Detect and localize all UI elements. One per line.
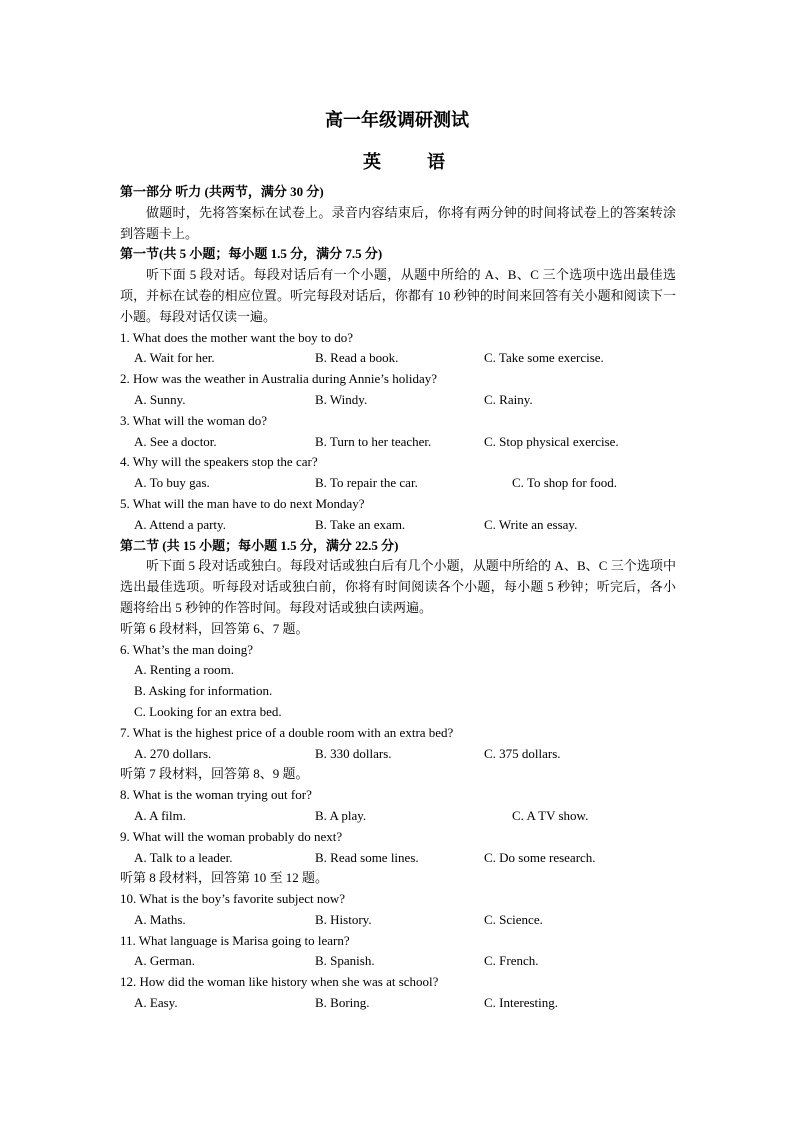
- option-1c: C. Take some exercise.: [484, 350, 604, 366]
- options-8: [120, 806, 676, 827]
- option-6a: A. Renting a room.: [134, 662, 235, 678]
- option-10a: A. Maths.: [134, 911, 186, 927]
- question-6: 6. What’s the man doing?: [120, 641, 253, 657]
- option-12b: B. Boring.: [315, 995, 370, 1011]
- question-4: 4. Why will the speakers stop the car?: [120, 454, 318, 470]
- option-2b: B. Windy.: [315, 391, 368, 407]
- option-12a: A. Easy.: [134, 995, 178, 1011]
- option-9b: B. Read some lines.: [315, 849, 419, 865]
- options-5: [120, 515, 676, 536]
- option-11b: B. Spanish.: [315, 953, 375, 969]
- question-11: 11. What language is Marisa going to learn?: [120, 932, 350, 948]
- options-4: [120, 473, 676, 494]
- option-4c: C. To shop for food.: [512, 475, 618, 491]
- exam-content: [120, 182, 676, 1014]
- material-6-instruction: 听第 6 段材料，回答第 6、7 题。: [120, 620, 309, 636]
- options-7: [120, 744, 676, 765]
- question-7: 7. What is the highest price of a double room with an extra bed?: [120, 724, 454, 740]
- option-10b: B. History.: [315, 911, 372, 927]
- option-8b: B. A play.: [315, 807, 367, 823]
- option-12c: C. Interesting.: [484, 995, 559, 1011]
- option-3b: B. Turn to her teacher.: [315, 433, 432, 449]
- option-3c: C. Stop physical exercise.: [484, 433, 619, 449]
- option-2a: A. Sunny.: [134, 391, 186, 407]
- option-6c: C. Looking for an extra bed.: [134, 703, 282, 719]
- option-7b: B. 330 dollars.: [315, 745, 392, 761]
- options-3: [120, 432, 676, 453]
- option-2c: C. Rainy.: [484, 391, 533, 407]
- options-9: [120, 848, 676, 869]
- options-11: [120, 951, 676, 972]
- option-4a: A. To buy gas.: [134, 475, 210, 491]
- option-1b: B. Read a book.: [315, 350, 399, 366]
- option-9a: A. Talk to a leader.: [134, 849, 233, 865]
- option-1a: A. Wait for her.: [134, 350, 215, 366]
- section1-intro: 听下面 5 段对话。每段对话后有一个小题，从题中所给的 A、B、C 三个选项中选出最佳选项，并标在试卷的相应位置。听完每段对话后，你都有 10 秒钟的时间来回答有关小题和阅读下一小题。每段对话仅读一遍。: [120, 267, 676, 324]
- section1-heading: 第一节(共 5 小题；每小题 1.5 分，满分 7.5 分): [120, 246, 383, 262]
- option-9c: C. Do some research.: [484, 849, 596, 865]
- options-12: [120, 993, 676, 1014]
- option-3a: A. See a doctor.: [134, 433, 217, 449]
- option-10c: C. Science.: [484, 911, 543, 927]
- subject-title: 英 语: [363, 152, 459, 172]
- material-7-instruction: 听第 7 段材料，回答第 8、9 题。: [120, 766, 309, 782]
- option-7c: C. 375 dollars.: [484, 745, 561, 761]
- option-7a: A. 270 dollars.: [134, 745, 212, 761]
- option-6b: B. Asking for information.: [134, 683, 273, 699]
- option-5c: C. Write an essay.: [484, 516, 578, 532]
- option-5b: B. Take an exam.: [315, 516, 406, 532]
- question-9: 9. What will the woman probably do next?: [120, 828, 343, 844]
- option-4b: B. To repair the car.: [315, 475, 418, 491]
- options-2: [120, 390, 676, 411]
- question-1: 1. What does the mother want the boy to do?: [120, 329, 353, 345]
- question-12: 12. How did the woman like history when she was at school?: [120, 974, 439, 990]
- part1-heading: 第一部分 听力 (共两节，满分 30 分): [120, 184, 324, 199]
- options-10: [120, 910, 676, 931]
- section2-heading: 第二节 (共 15 小题；每小题 1.5 分，满分 22.5 分): [120, 537, 399, 553]
- option-5a: A. Attend a party.: [134, 516, 226, 532]
- material-8-instruction: 听第 8 段材料，回答第 10 至 12 题。: [120, 870, 329, 886]
- question-2: 2. How was the weather in Australia during Annie’s holiday?: [120, 371, 437, 387]
- option-8c: C. A TV show.: [512, 807, 589, 823]
- option-11a: A. German.: [134, 953, 196, 969]
- option-8a: A. A film.: [134, 807, 187, 823]
- question-10: 10. What is the boy’s favorite subject now?: [120, 891, 346, 907]
- option-11c: C. French.: [484, 953, 539, 969]
- options-1: [120, 348, 676, 369]
- part1-intro: 做题时，先将答案标在试卷上。录音内容结束后，你将有两分钟的时间将试卷上的答案转涂到答题卡上。: [120, 204, 676, 241]
- section2-intro: 听下面 5 段对话或独白。每段对话或独白后有几个小题，从题中所给的 A、B、C 三个选项中选出最佳选项。听每段对话或独白前，你将有时间阅读各个小题，每小题 5 秒钟；听完后，各小题将给出 5 秒钟的作答时间。每段对话或独白读两遍。: [120, 558, 676, 615]
- exam-title: 高一年级调研测试: [325, 110, 469, 130]
- question-5: 5. What will the man have to do next Monday?: [120, 495, 365, 511]
- question-3: 3. What will the woman do?: [120, 412, 268, 428]
- question-8: 8. What is the woman trying out for?: [120, 787, 312, 803]
